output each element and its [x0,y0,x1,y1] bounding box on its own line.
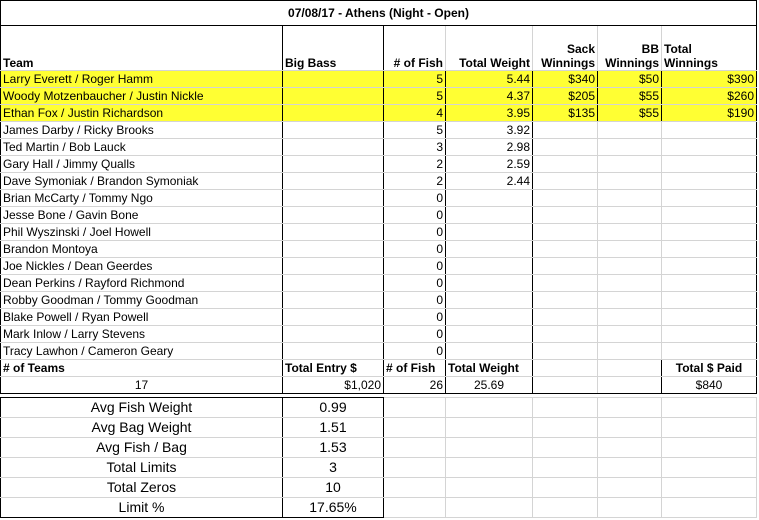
team-cell[interactable]: James Darby / Ricky Brooks [1,122,283,139]
num-fish-cell[interactable]: 0 [384,207,446,224]
sack-winnings-cell[interactable] [533,275,598,292]
total-winnings-cell[interactable] [662,258,757,275]
num-fish-cell[interactable]: 0 [384,326,446,343]
header-num-fish[interactable]: # of Fish [384,26,446,71]
team-cell[interactable]: Gary Hall / Jimmy Qualls [1,156,283,173]
table-row [1,258,757,275]
table-row [1,190,757,207]
empty-cell[interactable] [598,478,662,498]
stat-value[interactable]: 1.53 [283,438,384,458]
table-row [1,122,757,139]
num-fish-cell[interactable]: 0 [384,343,446,360]
bb-winnings-cell[interactable] [598,122,662,139]
big-bass-cell[interactable] [283,105,384,122]
empty-cell[interactable] [533,458,598,478]
num-fish-cell[interactable]: 5 [384,71,446,88]
num-fish-cell[interactable]: 0 [384,309,446,326]
num-fish-cell[interactable]: 2 [384,156,446,173]
empty-cell[interactable] [384,438,446,458]
big-bass-cell[interactable] [283,156,384,173]
header-big-bass[interactable]: Big Bass [283,26,384,71]
num-fish-cell[interactable]: 0 [384,224,446,241]
bb-winnings-cell[interactable] [598,139,662,156]
big-bass-cell[interactable] [283,207,384,224]
header-sack-winnings[interactable] [533,26,598,71]
team-cell[interactable]: Mark Inlow / Larry Stevens [1,326,283,343]
bb-winnings-cell[interactable] [598,258,662,275]
num-fish-cell[interactable]: 5 [384,122,446,139]
total-winnings-cell[interactable]: $190 [662,105,757,122]
num-fish-cell[interactable]: 0 [384,292,446,309]
header-total-winnings[interactable] [662,26,757,71]
total-weight-cell[interactable] [446,258,533,275]
header-total-weight[interactable]: Total Weight [446,26,533,71]
stat-label[interactable]: Total Limits [1,458,283,478]
num-fish-cell[interactable]: 0 [384,190,446,207]
empty-cell[interactable] [533,438,598,458]
big-bass-cell[interactable] [283,258,384,275]
team-cell[interactable]: Dave Symoniak / Brandon Symoniak [1,173,283,190]
bb-winnings-cell[interactable] [598,156,662,173]
team-cell[interactable]: Ted Martin / Bob Lauck [1,139,283,156]
empty-cell[interactable] [533,418,598,438]
summary-blank-1[interactable] [533,377,598,394]
total-winnings-cell[interactable] [662,241,757,258]
empty-cell[interactable] [662,478,757,498]
summary-header-blank-2[interactable] [598,360,662,377]
total-winnings-cell[interactable] [662,156,757,173]
table-row [1,88,757,105]
bb-winnings-cell[interactable] [598,309,662,326]
num-fish-cell[interactable]: 0 [384,275,446,292]
header-total-line1: Total [664,42,692,56]
empty-cell[interactable] [598,398,662,418]
sheet-title[interactable]: 07/08/17 - Athens (Night - Open) [1,1,757,26]
summary-blank-2[interactable] [598,377,662,394]
empty-cell[interactable] [446,398,533,418]
empty-cell[interactable] [446,458,533,478]
stats-rows [1,398,757,518]
num-fish-cell[interactable]: 3 [384,139,446,156]
big-bass-cell[interactable] [283,190,384,207]
table-row [1,139,757,156]
sack-winnings-cell[interactable] [533,241,598,258]
sack-winnings-cell[interactable] [533,173,598,190]
total-weight-cell[interactable] [446,190,533,207]
total-weight-cell[interactable]: 2.98 [446,139,533,156]
empty-cell[interactable] [533,498,598,518]
summary-header-total-weight[interactable]: Total Weight [446,360,533,377]
header-team[interactable]: Team [1,26,283,71]
num-fish-cell[interactable]: 5 [384,88,446,105]
total-weight-cell[interactable]: 2.44 [446,173,533,190]
summary-header-num-teams[interactable]: # of Teams [1,360,283,377]
stat-value[interactable]: 10 [283,478,384,498]
total-weight-cell[interactable] [446,309,533,326]
header-row [1,26,757,71]
total-winnings-cell[interactable] [662,292,757,309]
summary-total-entry[interactable]: $1,020 [283,377,384,394]
stat-label[interactable]: Avg Bag Weight [1,418,283,438]
total-weight-cell[interactable]: 3.95 [446,105,533,122]
sack-winnings-cell[interactable]: $340 [533,71,598,88]
total-winnings-cell[interactable]: $390 [662,71,757,88]
total-weight-cell[interactable] [446,241,533,258]
empty-cell[interactable] [446,438,533,458]
team-cell[interactable]: Dean Perkins / Rayford Richmond [1,275,283,292]
total-weight-cell[interactable] [446,326,533,343]
table-row [1,207,757,224]
summary-header-row [1,360,757,377]
team-cell[interactable]: Ethan Fox / Justin Richardson [1,105,283,122]
num-fish-cell[interactable]: 2 [384,173,446,190]
total-weight-cell[interactable]: 5.44 [446,71,533,88]
header-sack-line1: Sack [566,42,595,56]
empty-cell[interactable] [662,438,757,458]
bb-winnings-cell[interactable] [598,275,662,292]
sack-winnings-cell[interactable] [533,207,598,224]
sack-winnings-cell[interactable]: $205 [533,88,598,105]
table-row [1,309,757,326]
team-cell[interactable]: Jesse Bone / Gavin Bone [1,207,283,224]
bb-winnings-cell[interactable]: $50 [598,71,662,88]
total-winnings-cell[interactable] [662,309,757,326]
empty-cell[interactable] [598,458,662,478]
big-bass-cell[interactable] [283,343,384,360]
team-cell[interactable]: Woody Motzenbaucher / Justin Nickle [1,88,283,105]
summary-total-weight[interactable]: 25.69 [446,377,533,394]
stat-label[interactable]: Avg Fish / Bag [1,438,283,458]
stats-table [0,397,757,518]
empty-cell[interactable] [384,398,446,418]
title-row [1,1,757,26]
bb-winnings-cell[interactable] [598,190,662,207]
sack-winnings-cell[interactable] [533,292,598,309]
total-weight-cell[interactable] [446,343,533,360]
empty-cell[interactable] [598,498,662,518]
empty-cell[interactable] [598,438,662,458]
empty-cell[interactable] [384,478,446,498]
empty-cell[interactable] [662,458,757,478]
header-sack-line2: Winnings [541,56,595,70]
empty-cell[interactable] [533,478,598,498]
summary-total-paid[interactable]: $840 [662,377,757,394]
total-weight-cell[interactable] [446,224,533,241]
sack-winnings-cell[interactable] [533,122,598,139]
big-bass-cell[interactable] [283,71,384,88]
big-bass-cell[interactable] [283,139,384,156]
stat-row [1,458,757,478]
total-weight-cell[interactable]: 4.37 [446,88,533,105]
summary-header-total-entry[interactable]: Total Entry $ [283,360,384,377]
stat-label[interactable]: Limit % [1,498,283,518]
summary-num-teams[interactable]: 17 [1,377,283,394]
table-row [1,241,757,258]
bb-winnings-cell[interactable] [598,241,662,258]
table-row [1,343,757,360]
summary-header-num-fish[interactable]: # of Fish [384,360,446,377]
total-winnings-cell[interactable] [662,190,757,207]
team-cell[interactable]: Joe Nickles / Dean Geerdes [1,258,283,275]
empty-cell[interactable] [384,458,446,478]
stat-row [1,438,757,458]
header-bb-line2: Winnings [605,56,659,70]
total-weight-cell[interactable] [446,292,533,309]
empty-cell[interactable] [384,418,446,438]
header-total-line2: Winnings [664,56,718,70]
num-fish-cell[interactable]: 0 [384,258,446,275]
num-fish-cell[interactable]: 4 [384,105,446,122]
bb-winnings-cell[interactable] [598,173,662,190]
empty-cell[interactable] [446,498,533,518]
stat-row [1,498,757,518]
big-bass-cell[interactable] [283,173,384,190]
empty-cell[interactable] [598,418,662,438]
total-winnings-cell[interactable] [662,326,757,343]
stat-value[interactable]: 3 [283,458,384,478]
sack-winnings-cell[interactable] [533,190,598,207]
summary-header-total-paid[interactable]: Total $ Paid [662,360,757,377]
total-winnings-cell[interactable] [662,275,757,292]
team-cell[interactable]: Brian McCarty / Tommy Ngo [1,190,283,207]
empty-cell[interactable] [533,398,598,418]
table-row [1,275,757,292]
team-cell[interactable]: Brandon Montoya [1,241,283,258]
team-cell[interactable]: Blake Powell / Ryan Powell [1,309,283,326]
empty-cell[interactable] [662,498,757,518]
summary-value-row [1,377,757,394]
table-row [1,71,757,88]
total-winnings-cell[interactable]: $260 [662,88,757,105]
total-weight-cell[interactable]: 3.92 [446,122,533,139]
big-bass-cell[interactable] [283,224,384,241]
bb-winnings-cell[interactable] [598,343,662,360]
total-weight-cell[interactable]: 2.59 [446,156,533,173]
bb-winnings-cell[interactable] [598,326,662,343]
big-bass-cell[interactable] [283,88,384,105]
big-bass-cell[interactable] [283,309,384,326]
big-bass-cell[interactable] [283,326,384,343]
empty-cell[interactable] [446,418,533,438]
summary-header-blank-1[interactable] [533,360,598,377]
total-weight-cell[interactable] [446,275,533,292]
header-bb-line1: BB [641,42,659,56]
team-cell[interactable]: Tracy Lawhon / Cameron Geary [1,343,283,360]
team-cell[interactable]: Phil Wyszinski / Joel Howell [1,224,283,241]
sack-winnings-cell[interactable] [533,224,598,241]
table-row [1,156,757,173]
total-winnings-cell[interactable] [662,207,757,224]
big-bass-cell[interactable] [283,241,384,258]
table-row [1,173,757,190]
empty-cell[interactable] [662,398,757,418]
table-row [1,224,757,241]
total-winnings-cell[interactable] [662,122,757,139]
bb-winnings-cell[interactable] [598,207,662,224]
team-cell[interactable]: Larry Everett / Roger Hamm [1,71,283,88]
total-winnings-cell[interactable] [662,224,757,241]
sack-winnings-cell[interactable]: $135 [533,105,598,122]
stat-value[interactable]: 0.99 [283,398,384,418]
big-bass-cell[interactable] [283,122,384,139]
table-row [1,326,757,343]
stat-row [1,398,757,418]
big-bass-cell[interactable] [283,275,384,292]
total-weight-cell[interactable] [446,207,533,224]
team-rows [1,71,757,360]
stat-value[interactable]: 1.51 [283,418,384,438]
sack-winnings-cell[interactable] [533,343,598,360]
sack-winnings-cell[interactable] [533,139,598,156]
stat-label[interactable]: Total Zeros [1,478,283,498]
summary-num-fish[interactable]: 26 [384,377,446,394]
total-winnings-cell[interactable] [662,139,757,156]
table-row [1,292,757,309]
sack-winnings-cell[interactable] [533,156,598,173]
empty-cell[interactable] [446,478,533,498]
sack-winnings-cell[interactable] [533,309,598,326]
table-row [1,105,757,122]
bb-winnings-cell[interactable]: $55 [598,105,662,122]
total-winnings-cell[interactable] [662,173,757,190]
sack-winnings-cell[interactable] [533,258,598,275]
stat-row [1,418,757,438]
total-winnings-cell[interactable] [662,343,757,360]
stat-label[interactable]: Avg Fish Weight [1,398,283,418]
stat-row [1,478,757,498]
bb-winnings-cell[interactable]: $55 [598,88,662,105]
bb-winnings-cell[interactable] [598,292,662,309]
num-fish-cell[interactable]: 0 [384,241,446,258]
bb-winnings-cell[interactable] [598,224,662,241]
sack-winnings-cell[interactable] [533,326,598,343]
header-bb-winnings[interactable] [598,26,662,71]
stat-value[interactable]: 17.65% [283,498,384,518]
empty-cell[interactable] [384,498,446,518]
big-bass-cell[interactable] [283,292,384,309]
team-cell[interactable]: Robby Goodman / Tommy Goodman [1,292,283,309]
empty-cell[interactable] [662,418,757,438]
